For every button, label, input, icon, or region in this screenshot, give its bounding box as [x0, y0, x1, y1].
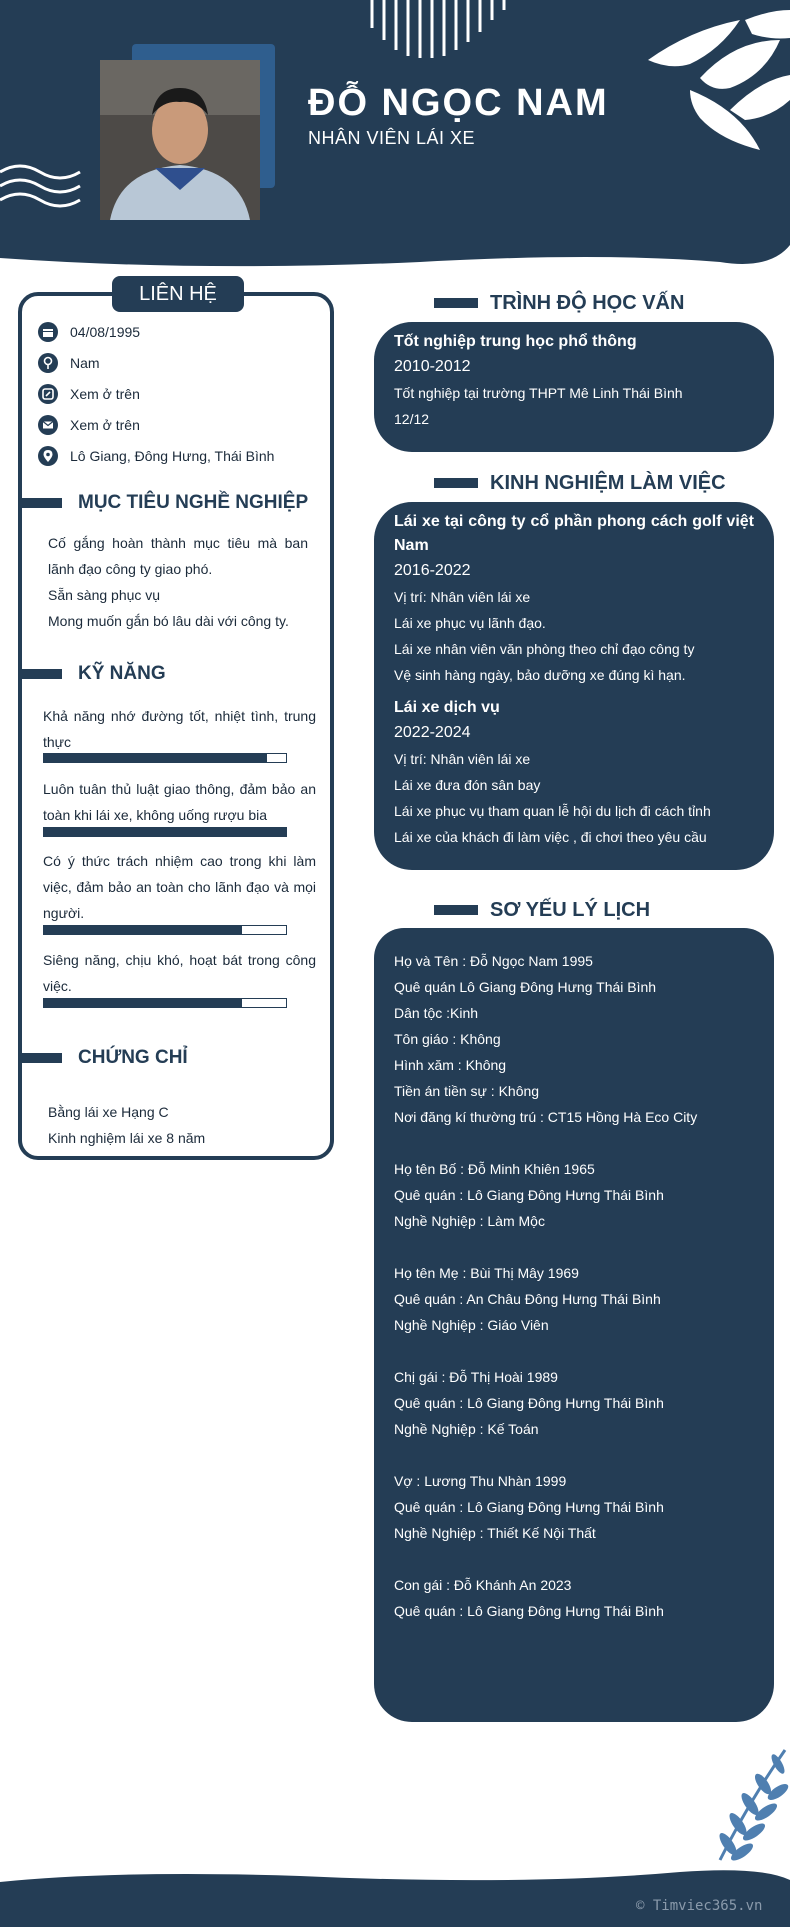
profile-photo	[100, 60, 260, 220]
skill-text: Khả năng nhớ đường tốt, nhiệt tình, trung thực	[43, 708, 316, 750]
bio-line: Quê quán : Lô Giang Đông Hưng Thái Bình	[394, 1395, 664, 1411]
objective-line: Mong muốn gắn bó lâu dài với công ty.	[48, 613, 289, 629]
experience-box	[374, 502, 774, 870]
bio-line: Chị gái : Đỗ Thị Hoài 1989	[394, 1369, 558, 1385]
experience-heading	[434, 468, 726, 498]
experience-title: KINH NGHIỆM LÀM VIỆC	[490, 471, 726, 494]
heading-bar	[434, 905, 478, 915]
objective-heading	[20, 490, 308, 516]
skills-title: KỸ NĂNG	[78, 663, 166, 684]
education-detail: Tốt nghiệp tại trường THPT Mê Linh Thái Bình	[394, 385, 683, 401]
bio-line: Nghề Nghiệp : Làm Mộc	[394, 1213, 545, 1229]
bio-group	[394, 948, 754, 1130]
bio-line: Tiền án tiền sự : Không	[394, 1083, 540, 1099]
avatar	[100, 60, 260, 220]
copyright-text: © Timviec365.vn	[636, 1898, 763, 1914]
education-years: 2010-2012	[394, 358, 471, 375]
heading-bar	[434, 298, 478, 308]
experience-detail: Vị trí: Nhân viên lái xe	[394, 751, 531, 767]
skill-bar	[43, 753, 287, 763]
experience-detail: Vị trí: Nhân viên lái xe	[394, 589, 531, 605]
experience-detail: Lái xe phục vụ lãnh đạo.	[394, 615, 546, 631]
contact-gender	[38, 353, 100, 373]
bio-line: Nghề Nghiệp : Kế Toán	[394, 1421, 539, 1437]
skill-bar	[43, 827, 287, 837]
education-title: TRÌNH ĐỘ HỌC VẤN	[490, 291, 685, 314]
bio-box	[374, 928, 774, 1722]
skill-bar-fill	[44, 754, 267, 762]
candidate-name: ĐỖ NGỌC NAM	[308, 82, 609, 124]
experience-company: Lái xe tại công ty cổ phần phong cách golf việt Nam	[394, 513, 754, 554]
experience-company: Lái xe dịch vụ	[394, 699, 500, 716]
objective-line: Sẵn sàng phục vụ	[48, 587, 161, 603]
bio-line: Quê quán Lô Giang Đông Hưng Thái Bình	[394, 979, 657, 995]
skill-bar-fill	[44, 828, 286, 836]
header-banner	[0, 0, 790, 270]
bio-group	[394, 1572, 754, 1624]
bio-line: Dân tộc :Kinh	[394, 1005, 479, 1021]
leaf-branch-decoration	[716, 1750, 790, 1864]
phone-icon	[38, 384, 58, 404]
skill-text: Siêng năng, chịu khó, hoạt bát trong công việc.	[43, 952, 316, 994]
bio-line: Họ và Tên : Đỗ Ngọc Nam 1995	[394, 953, 593, 969]
skills-heading	[20, 661, 166, 687]
location-icon	[38, 446, 58, 466]
education-school: Tốt nghiệp trung học phổ thông	[394, 333, 637, 350]
heading-bar	[434, 478, 478, 488]
contact-email	[38, 415, 140, 435]
heading-bar	[20, 1053, 62, 1063]
contact-birthdate	[38, 322, 140, 342]
bio-line: Tôn giáo : Không	[394, 1031, 501, 1047]
certificates-heading	[20, 1045, 188, 1071]
contact-address	[38, 446, 274, 466]
bio-line: Họ tên Bố : Đỗ Minh Khiên 1965	[394, 1161, 595, 1177]
bio-line: Nơi đăng kí thường trú : CT15 Hồng Hà Eco City	[394, 1109, 698, 1125]
education-detail: 12/12	[394, 411, 430, 427]
contact-text: Xem ở trên	[70, 386, 140, 402]
bio-title: SƠ YẾU LÝ LỊCH	[490, 898, 651, 921]
calendar-icon	[38, 322, 58, 342]
bio-line: Nghề Nghiệp : Thiết Kế Nội Thất	[394, 1525, 596, 1541]
experience-detail: Lái xe phục vụ tham quan lễ hội du lịch đi cách tỉnh	[394, 803, 711, 819]
bio-line: Hình xăm : Không	[394, 1057, 507, 1073]
certificate-line: Kinh nghiệm lái xe 8 năm	[48, 1130, 206, 1146]
objective-line: Cố gắng hoàn thành mục tiêu mà ban lãnh đạo công ty giao phó.	[48, 535, 308, 577]
skill-bar-fill	[44, 999, 242, 1007]
experience-years: 2022-2024	[394, 724, 471, 741]
bio-line: Con gái : Đỗ Khánh An 2023	[394, 1577, 572, 1593]
email-icon	[38, 415, 58, 435]
heading-bar	[20, 669, 62, 679]
gender-icon	[38, 353, 58, 373]
contact-text: Lô Giang, Đông Hưng, Thái Bình	[70, 448, 275, 464]
skill-bar-fill	[44, 926, 242, 934]
bio-line: Quê quán : An Châu Đông Hưng Thái Bình	[394, 1291, 661, 1307]
experience-detail: Lái xe đưa đón sân bay	[394, 777, 541, 793]
skill-text: Có ý thức trách nhiệm cao trong khi làm việc, đảm bảo an toàn cho lãnh đạo và mọi người.	[43, 853, 316, 921]
education-heading	[434, 288, 684, 318]
experience-detail: Vệ sinh hàng ngày, bảo dưỡng xe đúng kì hạn.	[394, 667, 686, 683]
bio-line: Họ tên Mẹ : Bùi Thị Mây 1969	[394, 1265, 579, 1281]
experience-years: 2016-2022	[394, 562, 471, 579]
bio-group	[394, 1260, 754, 1338]
experience-detail: Lái xe của khách đi làm việc , đi chơi theo yêu cầu	[394, 829, 707, 845]
certificates-text	[48, 1099, 308, 1151]
contact-phone	[38, 384, 140, 404]
objective-title: MỤC TIÊU NGHỀ NGHIỆP	[78, 492, 309, 513]
contact-text: 04/08/1995	[70, 324, 141, 340]
bio-group	[394, 1468, 754, 1546]
certificates-title: CHỨNG CHỈ	[78, 1047, 188, 1068]
heading-bar	[20, 498, 62, 508]
bio-heading	[434, 895, 650, 925]
bio-line: Nghề Nghiệp : Giáo Viên	[394, 1317, 549, 1333]
education-box	[374, 322, 774, 452]
skill-bar	[43, 925, 287, 935]
skill-bar	[43, 998, 287, 1008]
contact-text: Xem ở trên	[70, 417, 140, 433]
skill-text: Luôn tuân thủ luật giao thông, đảm bảo an toàn khi lái xe, không uống rượu bia	[43, 781, 316, 823]
contact-title: LIÊN HỆ	[112, 276, 244, 312]
certificate-line: Bằng lái xe Hạng C	[48, 1104, 169, 1120]
bio-line: Quê quán : Lô Giang Đông Hưng Thái Bình	[394, 1603, 664, 1619]
objective-text	[48, 530, 308, 634]
contact-text: Nam	[70, 355, 100, 371]
bio-line: Vợ : Lương Thu Nhàn 1999	[394, 1473, 567, 1489]
bio-group	[394, 1156, 754, 1234]
bio-group	[394, 1364, 754, 1442]
experience-detail: Lái xe nhân viên văn phòng theo chỉ đạo công ty	[394, 641, 695, 657]
bio-line: Quê quán : Lô Giang Đông Hưng Thái Bình	[394, 1499, 664, 1515]
job-title: NHÂN VIÊN LÁI XE	[308, 128, 476, 148]
bio-line: Quê quán : Lô Giang Đông Hưng Thái Bình	[394, 1187, 664, 1203]
